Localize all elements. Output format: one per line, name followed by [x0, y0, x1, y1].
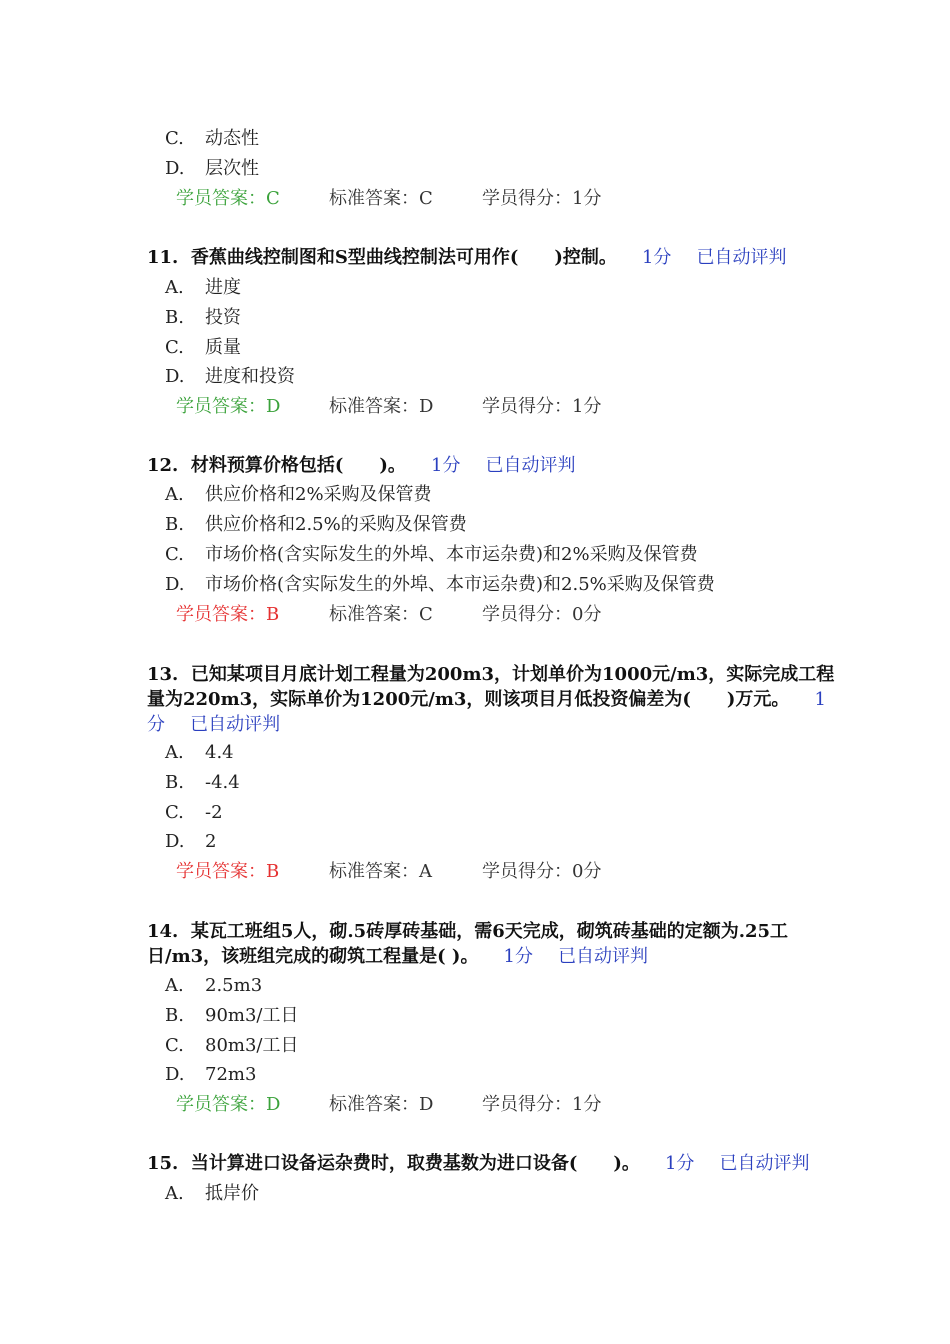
option-text: 质量: [205, 337, 241, 358]
option-letter: D.: [165, 831, 185, 852]
question-number: 13.: [147, 664, 179, 685]
standard-answer: 标准答案：A: [329, 861, 432, 882]
option-letter: A.: [165, 277, 184, 298]
question-title: [147, 246, 787, 270]
grading-status: 已自动评判: [485, 455, 576, 476]
option-text: 2: [205, 831, 217, 852]
option-letter: A.: [165, 1183, 184, 1204]
option-letter: A.: [165, 484, 184, 505]
option-text: 进度和投资: [205, 366, 295, 387]
grading-status: 已自动评判: [719, 1153, 810, 1174]
option-letter: D.: [165, 158, 185, 179]
question-stem: 某瓦工班组5人，砌.5砖厚砖基础，需6天完成，砌筑砖基础的定额为.25工日/m3，该班组完成的砌筑工程量是( )。: [147, 921, 789, 967]
question-title: [147, 662, 837, 737]
option-text: 80m3/工日: [205, 1035, 299, 1056]
student-score: 学员得分：1分: [482, 396, 602, 417]
question-stem: 材料预算价格包括( )。: [190, 455, 406, 476]
option-text: 供应价格和2.5%的采购及保管费: [205, 514, 467, 535]
student-score: 学员得分：0分: [482, 861, 602, 882]
option-letter: C.: [165, 337, 184, 358]
option-text: 进度: [205, 277, 241, 298]
student-answer: 学员答案：D: [176, 396, 281, 417]
option-letter: D.: [165, 366, 185, 387]
option-letter: C.: [165, 1035, 184, 1056]
question-number: 15.: [147, 1153, 179, 1174]
option-letter: A.: [165, 975, 184, 996]
question-title: [147, 919, 837, 969]
question-points: 1分: [664, 1153, 695, 1174]
option-text: 2.5m3: [205, 975, 263, 996]
grading-status: 已自动评判: [190, 714, 281, 735]
option-letter: B.: [165, 1005, 184, 1026]
option-text: 市场价格(含实际发生的外埠、本市运杂费)和2.5%采购及保管费: [205, 574, 715, 595]
question-number: 12.: [147, 455, 179, 476]
option-text: 动态性: [205, 128, 259, 149]
student-answer: 学员答案：B: [176, 604, 280, 625]
option-letter: D.: [165, 1064, 185, 1085]
option-text: 抵岸价: [205, 1183, 259, 1204]
question-points: 1分: [503, 946, 533, 967]
standard-answer: 标准答案：D: [329, 396, 434, 417]
option-text: 层次性: [205, 158, 259, 179]
option-text: 投资: [205, 307, 241, 328]
grading-status: 已自动评判: [696, 247, 787, 268]
standard-answer: 标准答案：C: [329, 604, 433, 625]
option-text: 市场价格(含实际发生的外埠、本市运杂费)和2%采购及保管费: [205, 544, 698, 565]
option-letter: A.: [165, 742, 184, 763]
option-text: 供应价格和2%采购及保管费: [205, 484, 432, 505]
question-number: 11.: [147, 247, 179, 268]
option-letter: B.: [165, 514, 184, 535]
option-text: 4.4: [205, 742, 234, 763]
student-score: 学员得分：1分: [482, 1094, 602, 1115]
option-letter: B.: [165, 772, 184, 793]
question-stem: 当计算进口设备运杂费时，取费基数为进口设备( )。: [190, 1153, 640, 1174]
option-text: 72m3: [205, 1064, 257, 1085]
option-letter: C.: [165, 544, 184, 565]
option-letter: C.: [165, 128, 184, 149]
option-letter: D.: [165, 574, 185, 595]
question-number: 14.: [147, 921, 179, 942]
standard-answer: 标准答案：D: [329, 1094, 434, 1115]
option-letter: B.: [165, 307, 184, 328]
question-stem: 已知某项目月底计划工程量为200m3，计划单价为1000元/m3，实际完成工程量为220m3，实际单价为1200元/m3，则该项目月低投资偏差为( )万元。: [147, 664, 835, 710]
question-title: [147, 454, 576, 478]
option-text: 90m3/工日: [205, 1005, 299, 1026]
student-answer: 学员答案：C: [176, 188, 280, 209]
question-stem: 香蕉曲线控制图和S型曲线控制法可用作( )控制。: [190, 247, 617, 268]
question-points: 1分: [431, 455, 461, 476]
option-text: -2: [205, 802, 223, 823]
student-answer: 学员答案：B: [176, 861, 280, 882]
student-score: 学员得分：0分: [482, 604, 602, 625]
option-letter: C.: [165, 802, 184, 823]
question-title: [147, 1152, 810, 1176]
question-points: 1分: [147, 689, 826, 735]
grading-status: 已自动评判: [558, 946, 649, 967]
question-points: 1分: [641, 247, 672, 268]
student-answer: 学员答案：D: [176, 1094, 281, 1115]
option-text: -4.4: [205, 772, 240, 793]
standard-answer: 标准答案：C: [329, 188, 433, 209]
student-score: 学员得分：1分: [482, 188, 602, 209]
